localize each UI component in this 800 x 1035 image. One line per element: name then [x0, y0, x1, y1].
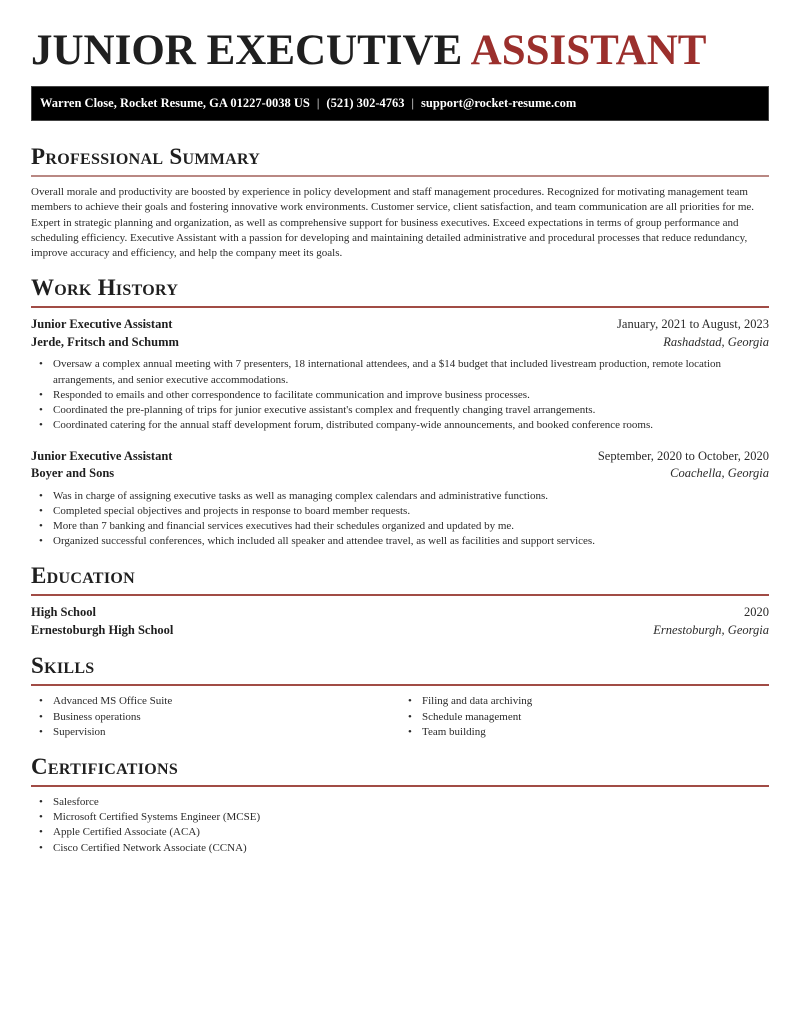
job-dates: September, 2020 to October, 2020	[597, 448, 769, 463]
skill-item: • Supervision	[53, 725, 400, 740]
contact-bar	[31, 86, 769, 121]
skills-grid	[31, 694, 769, 740]
list-item: • Organized successful conferences, which included all speaker and attendee travel, as well as facilities and support services.	[53, 534, 769, 549]
section-heading: Work History	[31, 275, 179, 301]
certification-item: • Microsoft Certified Systems Engineer (MCSE)	[53, 810, 769, 825]
education-location: Ernestoburgh, Georgia	[653, 622, 769, 637]
job-title: Junior Executive Assistant	[31, 317, 173, 332]
skill-item: • Schedule management	[422, 710, 769, 725]
section-divider	[31, 785, 769, 787]
education-year: 2020	[744, 605, 769, 620]
resume-title	[31, 0, 769, 75]
job-title: Junior Executive Assistant	[31, 448, 173, 463]
job-company: Boyer and Sons	[31, 466, 115, 480]
certifications-list	[31, 795, 769, 856]
job-company: Jerde, Fritsch and Schumm	[31, 334, 179, 349]
section-education	[31, 562, 769, 639]
contact-email[interactable]: support@rocket-resume.com	[421, 96, 577, 110]
skill-item: • Team building	[422, 725, 769, 740]
section-divider	[31, 175, 769, 177]
skills-list-left	[31, 694, 400, 740]
section-divider	[31, 306, 769, 308]
section-heading: Education	[31, 563, 135, 589]
list-item: • Was in charge of assigning executive tasks as well as managing complex calendars and administrative functions.	[53, 489, 769, 504]
list-item: • Completed special objectives and projects in response to board member requests.	[53, 504, 769, 519]
skill-item: • Filing and data archiving	[422, 694, 769, 709]
education-school: Ernestoburgh High School	[31, 622, 174, 637]
contact-separator: |	[411, 96, 415, 110]
section-divider	[31, 594, 769, 596]
job-dates: January, 2021 to August, 2023	[617, 317, 769, 332]
section-certifications	[31, 753, 769, 856]
certification-item: • Salesforce	[53, 795, 769, 810]
list-item: • Responded to emails and other correspondence to facilitate communication and improve business processes.	[53, 388, 769, 403]
list-item: • More than 7 banking and financial services executives had their schedules organized and updated by me.	[53, 519, 769, 534]
section-heading: Skills	[31, 653, 95, 679]
job-location: Rashadstad, Georgia	[663, 334, 769, 349]
certification-item: • Apple Certified Associate (ACA)	[53, 825, 769, 840]
contact-address: Warren Close, Rocket Resume, GA 01227-0038 US	[40, 96, 310, 110]
job-bullets	[31, 489, 769, 550]
section-heading: Certifications	[31, 753, 179, 779]
job-entry	[31, 316, 769, 433]
certification-item: • Cisco Certified Network Associate (CCNA)	[53, 841, 769, 856]
section-work-history	[31, 274, 769, 549]
contact-phone: (521) 302-4763	[326, 96, 405, 110]
summary-text: Overall morale and productivity are boosted by experience in policy development and staff management procedures. Recognized for motivating management team members to achieve their goals and fostering innovative work environments. Customer service, client satisfaction, and team communication are all priorities for me. Expert in strategic planning and organization, as well as comprehensive support for business executives. Exceed expectations in terms of group performance and scheduling efficiency. Executive Assistant with a passion for developing and maintaining detailed administrative and procedural processes that reduce redundancy, improve accuracy and efficiency, and help the company meet its goals.	[31, 186, 755, 260]
section-divider	[31, 684, 769, 686]
job-entry	[31, 448, 769, 550]
contact-separator: |	[316, 96, 320, 110]
list-item: • Coordinated the pre-planning of trips for junior executive assistant's complex and frequently changing travel arrangements.	[53, 403, 769, 418]
education-degree: High School	[31, 605, 96, 620]
list-item: • Oversaw a complex annual meeting with 7 presenters, 18 international attendees, and a $14 budget that included livestream production, remote location arrangements, and senior executive accommodations.	[53, 357, 769, 387]
section-skills	[31, 652, 769, 740]
skills-list-right	[400, 694, 769, 740]
skill-item: • Advanced MS Office Suite	[53, 694, 400, 709]
title-main: JUNIOR EXECUTIVE	[31, 27, 463, 74]
job-bullets	[31, 357, 769, 433]
list-item: • Coordinated catering for the annual staff development forum, distributed company-wide announcements, and booked conference rooms.	[53, 418, 769, 433]
section-summary	[31, 143, 769, 261]
skill-item: • Business operations	[53, 710, 400, 725]
job-location: Coachella, Georgia	[670, 466, 769, 480]
title-accent: ASSISTANT	[470, 27, 707, 74]
section-heading: Professional Summary	[31, 144, 261, 169]
